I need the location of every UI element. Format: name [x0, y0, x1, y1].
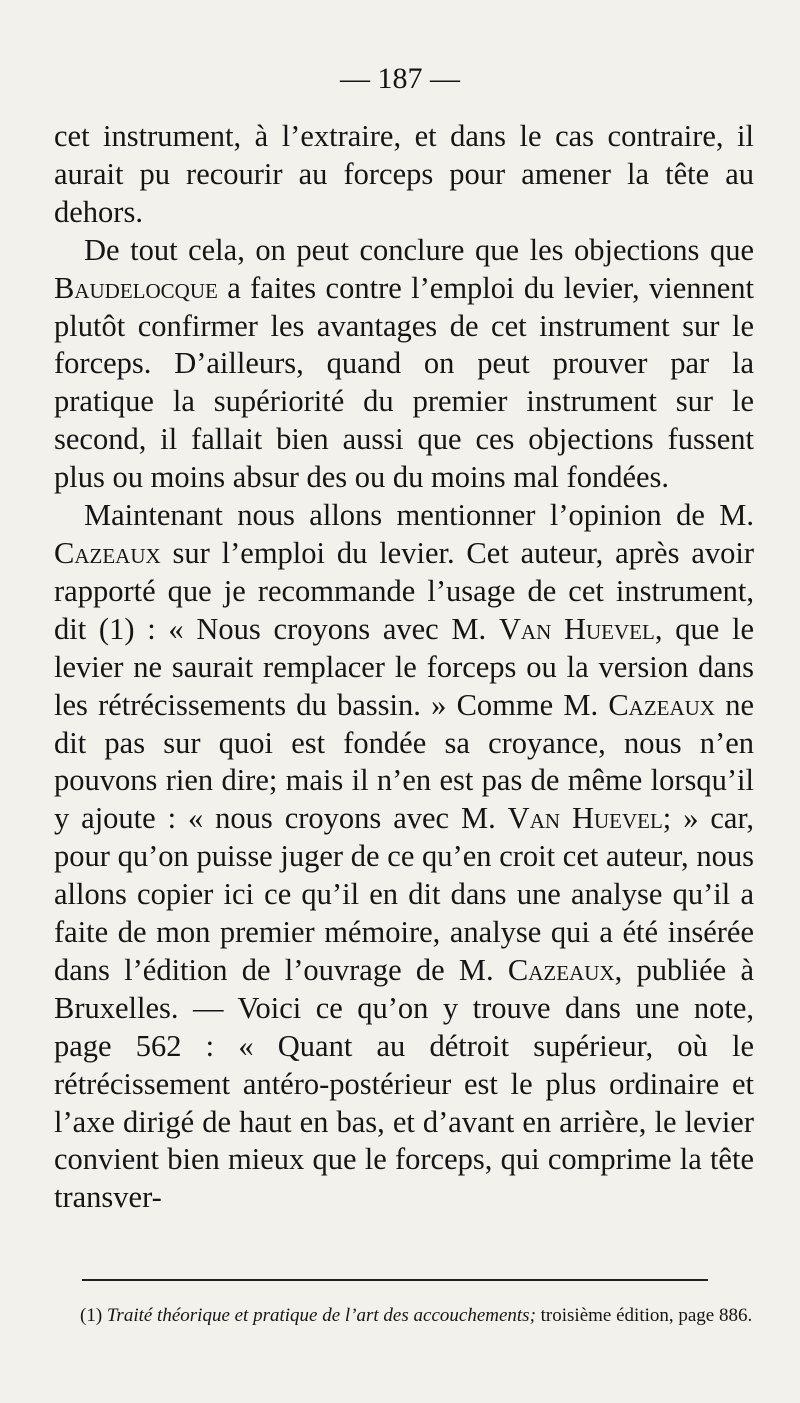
footnote-rest: troisième édition, page 886.	[535, 1305, 753, 1326]
paragraph-2	[54, 232, 754, 497]
paragraph-3-text-c: , que le levier ne saurait remplacer le forceps ou la version dans les rétrécissements du bassin. » Comme M.	[54, 611, 754, 722]
paragraph-3-text-d: ne dit pas sur quoi est fondée sa croyance, nous n’en pouvons rien dire; mais il n’en est pas de même lorsqu’il y ajoute : « nous croyons avec M.	[54, 687, 754, 836]
footnote-book-title: Traité théorique et pratique de l’art des accouchements;	[106, 1305, 536, 1326]
author-name-van-huevel: Van Huevel	[498, 611, 655, 646]
paragraph-3-text-b: sur l’emploi du levier. Cet auteur, après avoir rapporté que je recommande l’usage de cet instrument, dit (1) : « Nous croyons avec M.	[54, 535, 754, 646]
page-number: — 187 —	[340, 62, 460, 95]
author-name-cazeaux: Cazeaux	[608, 687, 715, 722]
paragraph-3-text-f: , publiée à Bruxelles. — Voici ce qu’on y trouve dans une note, page 562 : « Quant au détroit supérieur, où le rétrécissement antéro-postérieur est le plus ordinaire et l’axe dirigé de haut en bas, et d’avant en arrière, le levier convient bien mieux que le forceps, qui comprime la tête transver-	[54, 952, 755, 1215]
paragraph-1-text: cet instrument, à l’extraire, et dans le cas contraire, il aurait pu recourir au forceps pour amener la tête au dehors.	[54, 119, 754, 229]
author-name-cazeaux: Cazeaux	[507, 952, 615, 987]
paragraph-3	[54, 497, 754, 1217]
paragraph-3-text-e: ; » car, pour qu’on puisse juger de ce qu’en croit cet auteur, nous allons copier ici ce qu’il en dit dans une analyse qu’il a faite de mon premier mémoire, analyse qui a été insérée dans l’édition de l’ouvrage de M.	[54, 801, 754, 987]
paragraph-1	[54, 118, 754, 232]
author-name-cazeaux: Cazeaux	[54, 535, 161, 570]
footnote-divider	[82, 1279, 708, 1281]
author-name-van-huevel: Van Huevel	[507, 801, 663, 836]
paragraph-3-text-a: Maintenant nous allons mentionner l’opinion de M.	[84, 498, 754, 533]
paragraph-2-text-b: a faites contre l’emploi du levier, viennent plutôt confirmer les avantages de cet instrument sur le forceps. D’ailleurs, quand on peut prouver par la pratique la supériorité du premier instrument sur le second, il fallait bien aussi que ces objections fussent plus ou moins absur des ou du moins mal fondées.	[54, 270, 754, 495]
footnote	[54, 1304, 754, 1328]
footnote-marker: (1)	[80, 1305, 107, 1326]
body-text	[54, 118, 754, 1217]
author-name-baudelocque: Baudelocque	[54, 270, 218, 305]
paragraph-2-text-a: De tout cela, on peut conclure que les objections que	[84, 232, 754, 267]
